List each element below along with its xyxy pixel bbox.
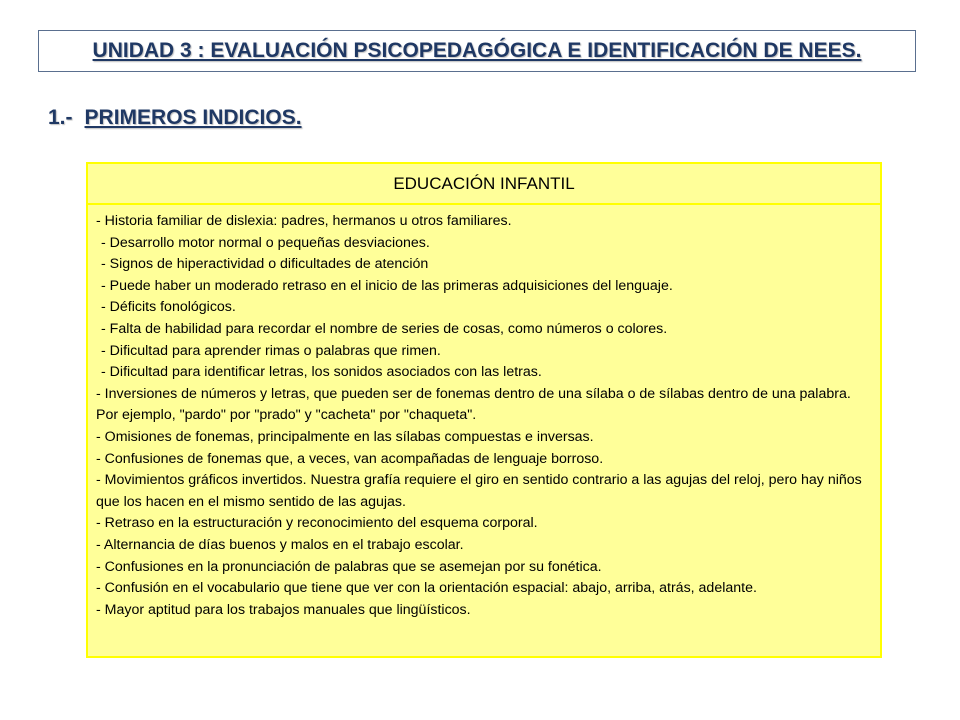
list-item: - Confusiones de fonemas que, a veces, van acompañadas de lenguaje borroso. <box>96 450 604 467</box>
list-item: - Omisiones de fonemas, principalmente en las sílabas compuestas e inversas. <box>96 428 594 445</box>
list-item: - Alternancia de días buenos y malos en el trabajo escolar. <box>96 536 464 553</box>
list-item: - Puede haber un moderado retraso en el inicio de las primeras adquisiciones del lenguaje. <box>101 277 673 294</box>
section-label: PRIMEROS INDICIOS. <box>84 106 302 129</box>
list-item: - Inversiones de números y letras, que pueden ser de fonemas dentro de una sílaba o de sílabas dentro de una palabra. Por ejemplo, "pardo" por "prado" y "cacheta" por "chaqueta". <box>96 385 851 424</box>
list-item: - Historia familiar de dislexia: padres, hermanos u otros familiares. <box>96 213 512 229</box>
table-header: EDUCACIÓN INFANTIL <box>88 164 880 205</box>
list-item: - Falta de habilidad para recordar el nombre de series de cosas, como números o colores. <box>101 320 668 337</box>
education-table <box>86 162 882 658</box>
section-heading <box>48 106 302 130</box>
list-item: - Desarrollo motor normal o pequeñas desviaciones. <box>101 234 430 251</box>
list-item: - Confusiones en la pronunciación de palabras que se asemejan por su fonética. <box>96 558 602 575</box>
list-item: - Confusión en el vocabulario que tiene que ver con la orientación espacial: abajo, arriba, atrás, adelante. <box>96 580 757 597</box>
list-item: - Retraso en la estructuración y reconocimiento del esquema corporal. <box>96 515 538 532</box>
list-item: - Movimientos gráficos invertidos. Nuestra grafía requiere el giro en sentido contrario a las agujas del reloj, pero hay niños que los hacen en el mismo sentido de las agujas. <box>96 472 862 510</box>
list-item: - Mayor aptitud para los trabajos manuales que lingüísticos. <box>96 601 471 618</box>
list-item: - Dificultad para aprender rimas o palabras que rimen. <box>101 342 441 359</box>
list-item: - Dificultad para identificar letras, los sonidos asociados con las letras. <box>101 364 542 381</box>
list-item: - Signos de hiperactividad o dificultades de atención <box>101 256 429 273</box>
list-item: - Déficits fonológicos. <box>101 299 236 316</box>
title-box <box>38 30 916 72</box>
table-body <box>88 205 880 621</box>
page-title: UNIDAD 3 : EVALUACIÓN PSICOPEDAGÓGICA E IDENTIFICACIÓN DE NEES. <box>92 39 862 62</box>
section-number: 1.- <box>48 106 73 129</box>
